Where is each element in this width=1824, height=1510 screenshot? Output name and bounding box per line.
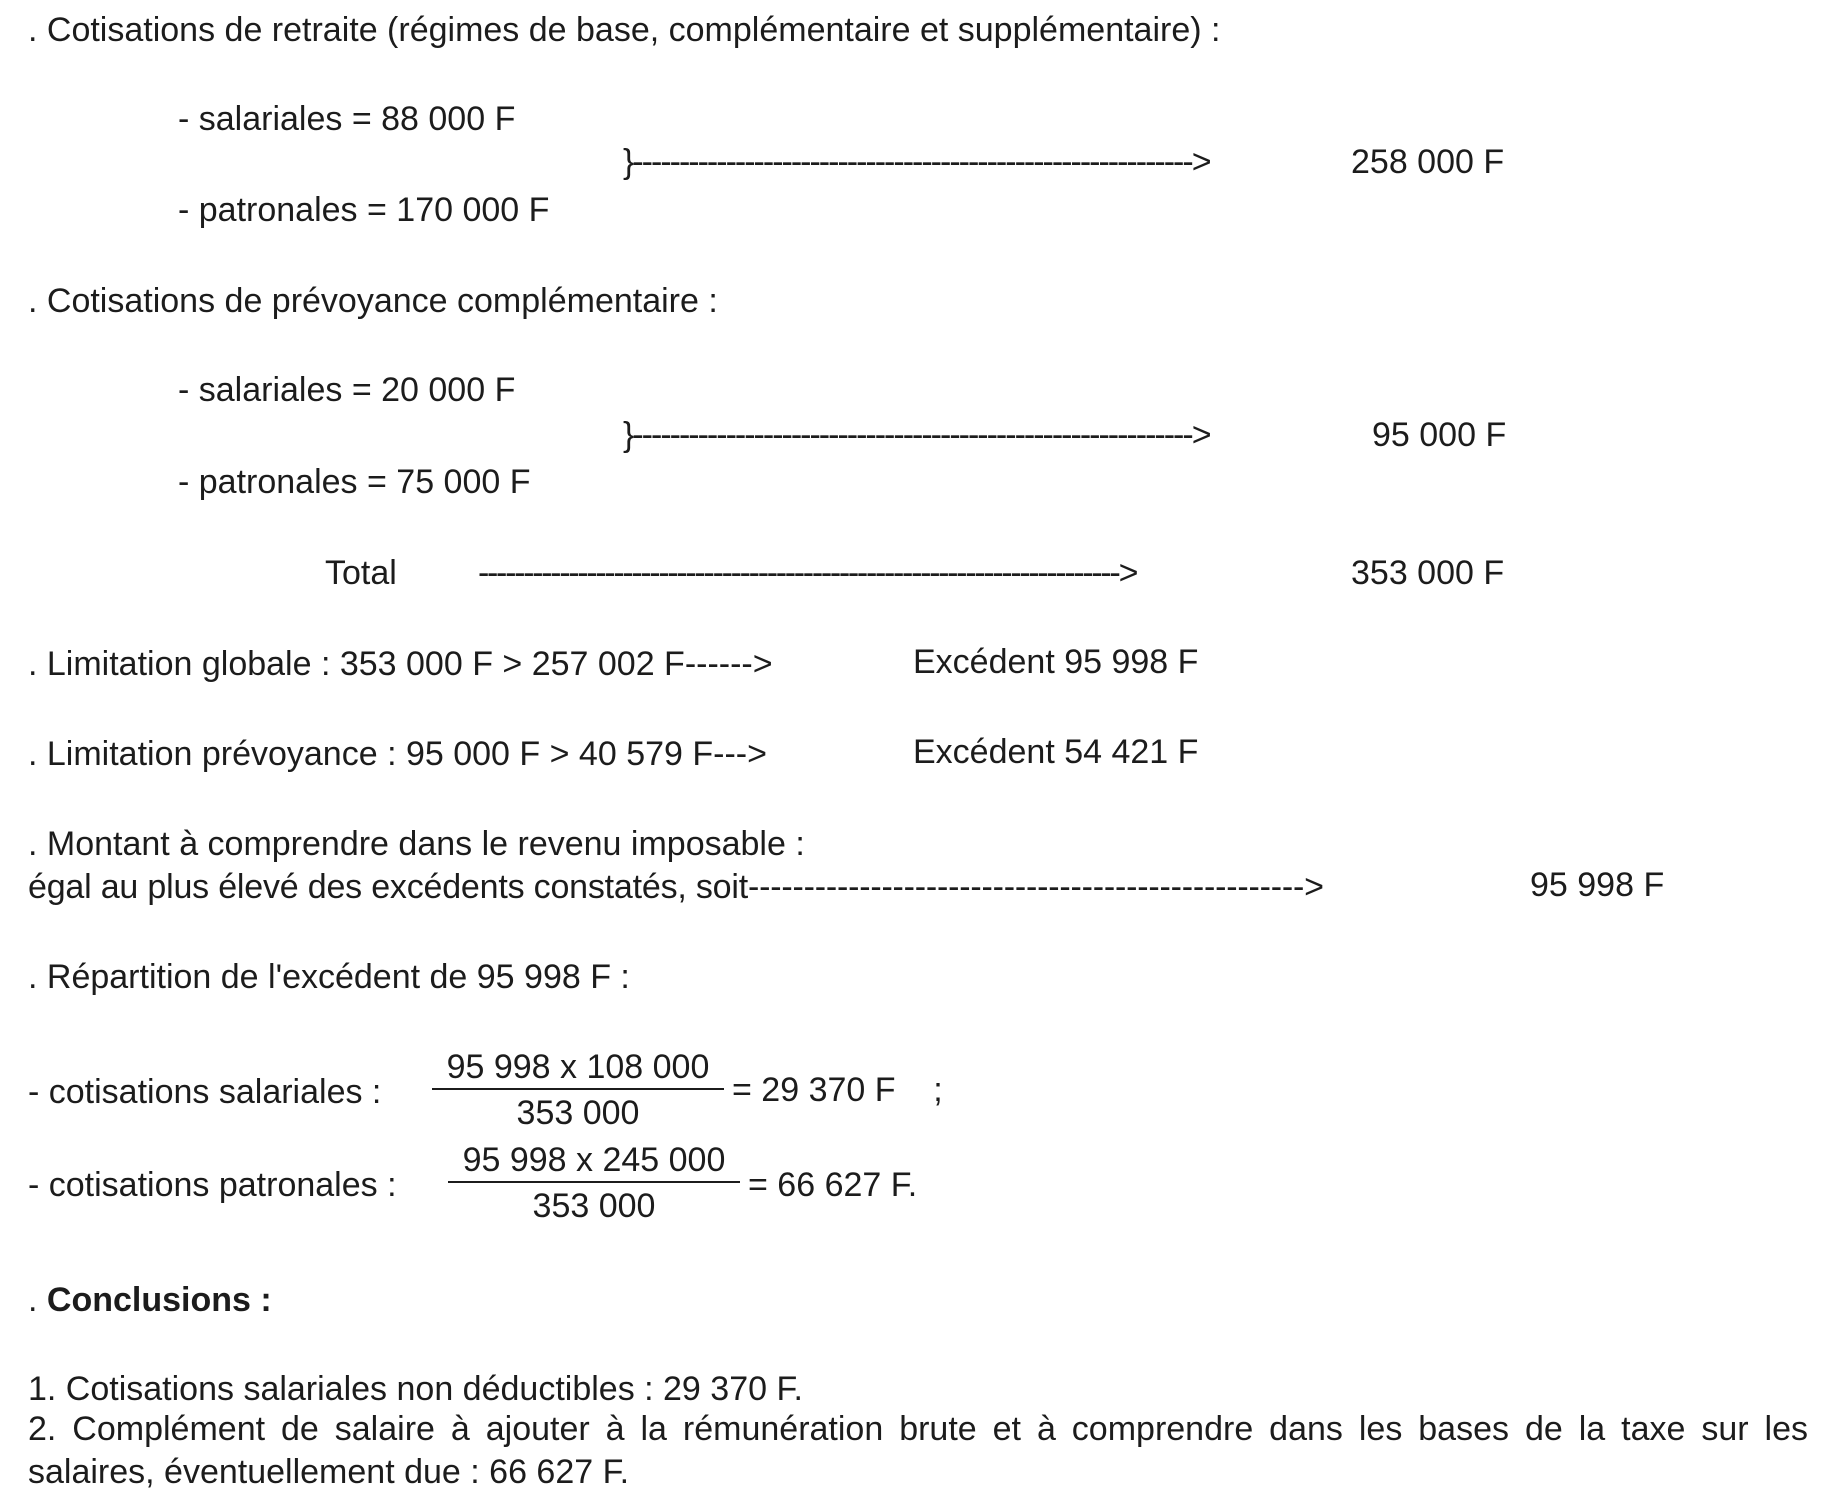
repartition-patronales-label: - cotisations patronales : bbox=[28, 1166, 397, 1204]
montant-line2: égal au plus élevé des excédents constatés, soit--------------------------------------------------> bbox=[28, 868, 1324, 906]
fraction-salariales-denominator: 353 000 bbox=[516, 1094, 640, 1132]
prevoyance-patronales: - patronales = 75 000 F bbox=[178, 463, 531, 501]
prevoyance-salariales: - salariales = 20 000 F bbox=[178, 371, 516, 409]
conclusions-heading: Conclusions : bbox=[46, 1281, 272, 1319]
repartition-heading: . Répartition de l'excédent de 95 998 F : bbox=[28, 958, 630, 996]
limitation-prevoyance-excedent: Excédent 54 421 F bbox=[913, 733, 1199, 771]
retraite-arrow: }------------------------------------------------------------> bbox=[623, 143, 1210, 181]
limitation-prevoyance: . Limitation prévoyance : 95 000 F > 40 579 F---> bbox=[28, 735, 767, 773]
fraction-patronales-numerator: 95 998 x 245 000 bbox=[448, 1143, 740, 1183]
repartition-salariales-result: = 29 370 F ; bbox=[732, 1071, 943, 1109]
prevoyance-arrow: }------------------------------------------------------------> bbox=[623, 416, 1210, 454]
repartition-salariales-label: - cotisations salariales : bbox=[28, 1073, 382, 1111]
retraite-total: 258 000 F bbox=[1351, 143, 1505, 181]
prevoyance-total: 95 000 F bbox=[1372, 416, 1507, 454]
fraction-salariales-numerator: 95 998 x 108 000 bbox=[432, 1050, 724, 1090]
limitation-globale: . Limitation globale : 353 000 F > 257 002 F------> bbox=[28, 645, 773, 683]
montant-line1: . Montant à comprendre dans le revenu imposable : bbox=[28, 825, 805, 863]
retraite-patronales: - patronales = 170 000 F bbox=[178, 191, 550, 229]
montant-value: 95 998 F bbox=[1530, 866, 1665, 904]
total-label: Total bbox=[325, 554, 397, 592]
repartition-patronales-result: = 66 627 F. bbox=[748, 1166, 918, 1204]
limitation-globale-excedent: Excédent 95 998 F bbox=[913, 643, 1199, 681]
total-arrow: -----------------------------------------------------------------------> bbox=[478, 554, 1137, 592]
retraite-heading: . Cotisations de retraite (régimes de base, complémentaire et supplémentaire) : bbox=[28, 11, 1221, 49]
total-value: 353 000 F bbox=[1351, 554, 1505, 592]
fraction-patronales-denominator: 353 000 bbox=[532, 1187, 656, 1225]
retraite-salariales: - salariales = 88 000 F bbox=[178, 100, 516, 138]
fraction-salariales bbox=[432, 1050, 724, 1130]
prevoyance-heading: . Cotisations de prévoyance complémentaire : bbox=[28, 282, 718, 320]
conclusions-heading-line bbox=[28, 1283, 272, 1317]
conclusions-prefix: . bbox=[28, 1281, 47, 1319]
fraction-patronales bbox=[448, 1143, 740, 1223]
conclusion-item-1: 1. Cotisations salariales non déductibles : 29 370 F. bbox=[28, 1370, 803, 1408]
conclusion-item-2: 2. Complément de salaire à ajouter à la rémunération brute et à comprendre dans les bases de la taxe sur les salaires, éventuellement due : 66 627 F. bbox=[28, 1410, 1808, 1491]
